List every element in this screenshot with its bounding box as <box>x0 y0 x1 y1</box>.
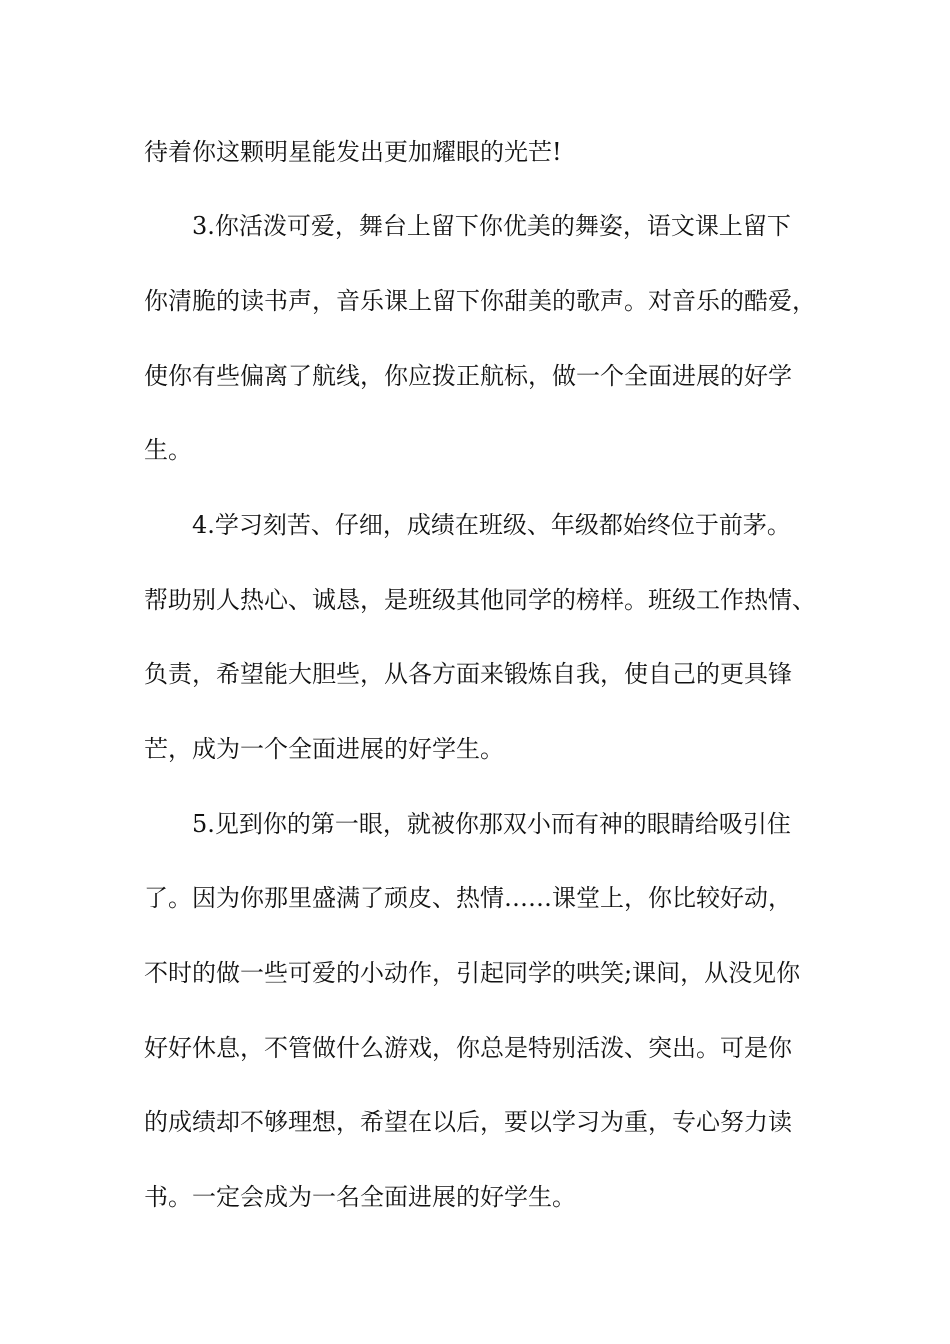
paragraph-4-start: 4.学习刻苦、仔细，成绩在班级、年级都始终位于前茅。 <box>192 511 791 539</box>
text-line: 好好休息，不管做什么游戏，你总是特别活泼、突出。可是你 <box>144 1034 792 1062</box>
paragraph-3-start: 3.你活泼可爱，舞台上留下你优美的舞姿，语文课上留下 <box>192 212 791 240</box>
text-line: 负责，希望能大胆些，从各方面来锻炼自我，使自己的更具锋 <box>144 660 792 688</box>
text-line: 生。 <box>144 436 192 464</box>
text-line: 芒，成为一个全面进展的好学生。 <box>144 735 504 763</box>
text-line: 了。因为你那里盛满了顽皮、热情……课堂上，你比较好动， <box>144 884 792 912</box>
text-line: 不时的做一些可爱的小动作，引起同学的哄笑;课间，从没见你 <box>144 959 801 987</box>
text-line: 书。一定会成为一名全面进展的好学生。 <box>144 1183 576 1211</box>
text-line: 使你有些偏离了航线，你应拨正航标，做一个全面进展的好学 <box>144 362 792 390</box>
text-line: 待着你这颗明星能发出更加耀眼的光芒! <box>144 138 562 166</box>
text-line: 的成绩却不够理想，希望在以后，要以学习为重，专心努力读 <box>144 1108 792 1136</box>
text-line: 帮助别人热心、诚恳，是班级其他同学的榜样。班级工作热情、 <box>144 586 816 614</box>
paragraph-5-start: 5.见到你的第一眼，就被你那双小而有神的眼睛给吸引住 <box>192 810 791 838</box>
text-line: 你清脆的读书声，音乐课上留下你甜美的歌声。对音乐的酷爱， <box>144 287 816 315</box>
